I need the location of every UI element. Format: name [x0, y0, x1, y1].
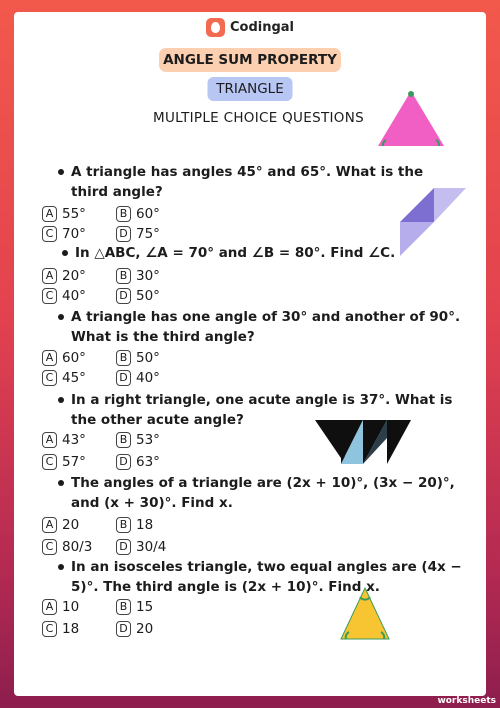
option-letter: C [42, 370, 57, 386]
question-4-option-c[interactable] [42, 454, 86, 470]
option-value: 75° [136, 226, 160, 242]
option-value: 43° [62, 432, 86, 448]
footer-top: TOP [458, 688, 475, 696]
option-letter: D [116, 370, 131, 386]
footer-worksheets: worksheets [437, 696, 496, 706]
option-letter: D [116, 288, 131, 304]
question-3-option-c[interactable] [42, 370, 86, 386]
option-letter: D [116, 539, 131, 555]
question-5-option-c[interactable] [42, 539, 92, 555]
question-2-option-c[interactable] [42, 288, 86, 304]
option-letter: D [116, 226, 131, 242]
option-value: 18 [62, 621, 80, 637]
pink-triangle-icon [375, 88, 447, 150]
option-letter: B [116, 599, 131, 615]
option-value: 60° [62, 350, 86, 366]
option-letter: A [42, 517, 57, 533]
question-5-option-d[interactable] [116, 539, 166, 555]
question-2: In △ABC, ∠A = 70° and ∠B = 80°. Find ∠C. [75, 243, 405, 263]
question-5-option-b[interactable] [116, 517, 153, 533]
question-2-option-d[interactable] [116, 288, 160, 304]
option-value: 80/3 [62, 539, 93, 555]
question-3-option-a[interactable] [42, 350, 86, 366]
option-letter: C [42, 226, 57, 242]
question-1-option-d[interactable] [116, 226, 160, 242]
option-value: 30° [136, 268, 160, 284]
option-value: 10 [62, 599, 80, 615]
option-letter: A [42, 599, 57, 615]
option-letter: A [42, 432, 57, 448]
option-value: 50° [136, 288, 160, 304]
question-4: In a right triangle, one acute angle is 37°. What is the other acute angle? [71, 390, 461, 430]
question-2-option-a[interactable] [42, 268, 86, 284]
option-letter: A [42, 268, 57, 284]
question-6-option-b[interactable] [116, 599, 153, 615]
option-value: 53° [136, 432, 160, 448]
penguin-logo-icon [206, 18, 225, 37]
footer-watermark [437, 688, 496, 706]
question-2-option-b[interactable] [116, 268, 160, 284]
question-3-option-d[interactable] [116, 370, 160, 386]
question-4-option-d[interactable] [116, 454, 160, 470]
option-value: 20° [62, 268, 86, 284]
question-6-option-a[interactable] [42, 599, 79, 615]
option-value: 18 [136, 517, 154, 533]
question-6: In an isosceles triangle, two equal angles are (4x − 5)°. The third angle is (2x + 10)°. Find x. [71, 557, 466, 597]
option-value: 20 [62, 517, 80, 533]
option-letter: C [42, 454, 57, 470]
question-1-option-a[interactable] [42, 206, 86, 222]
question-4-option-a[interactable] [42, 432, 86, 448]
option-value: 30/4 [136, 539, 167, 555]
option-value: 45° [62, 370, 86, 386]
option-letter: C [42, 539, 57, 555]
option-letter: A [42, 350, 57, 366]
option-letter: D [116, 621, 131, 637]
option-letter: C [42, 288, 57, 304]
question-4-option-b[interactable] [116, 432, 160, 448]
question-6-option-c[interactable] [42, 621, 79, 637]
question-5-option-a[interactable] [42, 517, 79, 533]
option-value: 55° [62, 206, 86, 222]
option-letter: A [42, 206, 57, 222]
option-value: 40° [62, 288, 86, 304]
option-letter: B [116, 206, 131, 222]
question-1: A triangle has angles 45° and 65°. What is the third angle? [71, 162, 451, 202]
option-value: 60° [136, 206, 160, 222]
section-heading: MULTIPLE CHOICE QUESTIONS [153, 110, 364, 126]
option-value: 15 [136, 599, 154, 615]
option-value: 63° [136, 454, 160, 470]
option-value: 20 [136, 621, 154, 637]
option-letter: B [116, 517, 131, 533]
option-letter: D [116, 454, 131, 470]
question-3: A triangle has one angle of 30° and another of 90°. What is the third angle? [71, 309, 461, 345]
question-1-option-c[interactable] [42, 226, 86, 242]
brand-header [0, 17, 500, 37]
option-value: 50° [136, 350, 160, 366]
option-letter: C [42, 621, 57, 637]
option-letter: B [116, 432, 131, 448]
worksheet-subtitle: TRIANGLE [208, 77, 293, 101]
question-5: The angles of a triangle are (2x + 10)°, (3x − 20)°, and (x + 30)°. Find x. [71, 473, 466, 513]
worksheet-title: ANGLE SUM PROPERTY [159, 48, 341, 72]
brand-name: Codingal [229, 20, 295, 35]
question-1-option-b[interactable] [116, 206, 160, 222]
question-3-option-b[interactable] [116, 350, 160, 366]
option-value: 40° [136, 370, 160, 386]
option-letter: B [116, 350, 131, 366]
option-value: 70° [62, 226, 86, 242]
option-value: 57° [62, 454, 86, 470]
question-6-option-d[interactable] [116, 621, 153, 637]
option-letter: B [116, 268, 131, 284]
